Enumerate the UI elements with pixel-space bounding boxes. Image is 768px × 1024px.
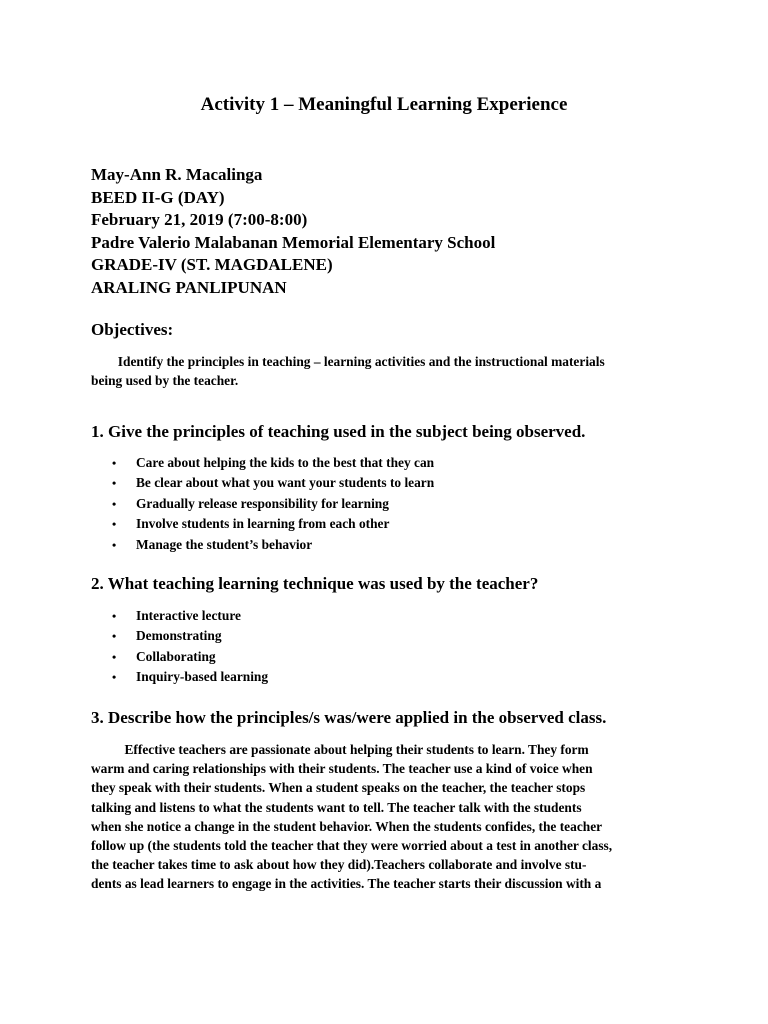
principles-list (112, 453, 434, 555)
paragraph-line: being used by the teacher. (91, 373, 239, 389)
list-item-text: Be clear about what you want your students to learn (136, 475, 435, 491)
question-3-heading: 3. Describe how the principles/s was/were applied in the observed class. (91, 708, 607, 727)
question-2-heading: 2. What teaching learning technique was used by the teacher? (91, 574, 539, 593)
list-item (112, 626, 268, 646)
objectives-paragraph (91, 352, 681, 390)
bullet-icon: • (112, 670, 117, 685)
question-1-heading: 1. Give the principles of teaching used in the subject being observed. (91, 422, 586, 441)
subject-name: ARALING PANLIPUNAN (91, 277, 287, 297)
student-name: May-Ann R. Macalinga (91, 165, 263, 184)
list-item (112, 535, 434, 555)
bullet-icon: • (112, 649, 117, 664)
grade-level: GRADE-IV (ST. MAGDALENE) (91, 255, 333, 274)
list-item (112, 647, 268, 667)
list-item (112, 606, 268, 626)
answer-paragraph (91, 740, 681, 894)
paragraph-line: talking and listens to what the students want to tell. The teacher talk with the students (91, 799, 582, 815)
list-item-text: Manage the student’s behavior (136, 536, 313, 552)
paragraph-line: when she notice a change in the student behavior. When the students confides, the teacher (91, 818, 603, 834)
list-item-text: Demonstrating (136, 628, 222, 644)
bullet-icon: • (112, 517, 117, 532)
bullet-icon: • (112, 496, 117, 511)
bullet-icon: • (112, 629, 117, 644)
list-item (112, 453, 434, 473)
list-item-text: Gradually release responsibility for learning (136, 495, 389, 511)
paragraph-line: warm and caring relationships with their students. The teacher use a kind of voice when (91, 761, 593, 777)
bullet-icon: • (112, 537, 117, 552)
bullet-icon: • (112, 609, 117, 623)
paragraph-line: the teacher takes time to ask about how they did).Teachers collaborate and involve stu- (91, 857, 587, 873)
course-section: BEED II-G (DAY) (91, 187, 225, 207)
objectives-heading: Objectives: (91, 320, 174, 339)
list-item-text: Interactive lecture (136, 608, 241, 623)
list-item-text: Collaborating (136, 648, 216, 664)
list-item (112, 473, 434, 493)
paragraph-line: dents as lead learners to engage in the activities. The teacher starts their discussion with a (91, 876, 602, 892)
school-name: Padre Valerio Malabanan Memorial Elementary School (91, 232, 496, 252)
bullet-icon: • (112, 476, 117, 491)
paragraph-line: Identify the principles in teaching – learning activities and the instructional materials (91, 354, 605, 369)
bullet-icon: • (112, 456, 117, 470)
document-title: Activity 1 – Meaningful Learning Experience (200, 94, 568, 115)
list-item-text: Inquiry-based learning (136, 669, 269, 685)
list-item (112, 494, 434, 514)
techniques-list (112, 606, 268, 688)
student-info-block (91, 164, 495, 299)
list-item (112, 514, 434, 534)
paragraph-line: they speak with their students. When a student speaks on the teacher, the teacher stops (91, 780, 586, 796)
list-item (112, 667, 268, 687)
list-item-text: Involve students in learning from each other (136, 516, 390, 532)
paragraph-line: Effective teachers are passionate about helping their students to learn. They form (91, 742, 589, 757)
paragraph-line: follow up (the students told the teacher that they were worried about a test in another class, (91, 838, 613, 854)
observation-date: February 21, 2019 (7:00-8:00) (91, 210, 308, 229)
list-item-text: Care about helping the kids to the best that they can (136, 455, 435, 470)
